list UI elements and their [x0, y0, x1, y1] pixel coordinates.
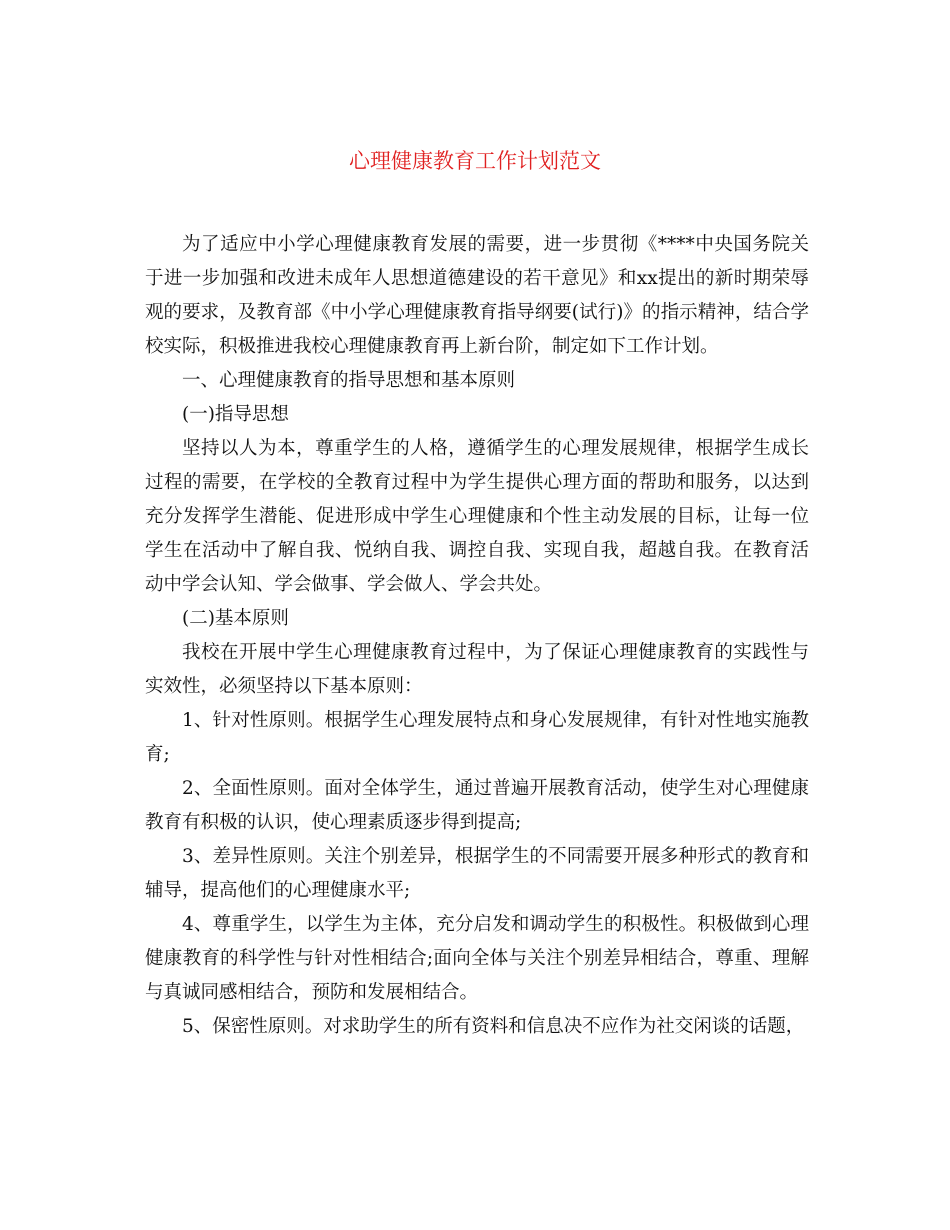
principle-item: 3、差异性原则。关注个别差异，根据学生的不同需要开展多种形式的教育和辅导，提高他们的心理健康水平; [145, 846, 809, 901]
intro-paragraph: 为了适应中小学心理健康教育发展的需要，进一步贯彻《****中央国务院关于进一步加强和改进未成年人思想道德建设的若干意见》和xx提出的新时期荣辱观的要求，及教育部《中小学心理健康教育指导纲要(试行)》的指示精神，结合学校实际，积极推进我校心理健康教育再上新台阶，制定如下工作计划。 [145, 234, 809, 357]
principle-item: 4、尊重学生，以学生为主体，充分启发和调动学生的积极性。积极做到心理健康教育的科学性与针对性相结合;面向全体与关注个别差异相结合，尊重、理解与真诚同感相结合，预防和发展相结合。 [145, 914, 809, 1003]
body-paragraph: 坚持以人为本，尊重学生的人格，遵循学生的心理发展规律，根据学生成长过程的需要，在学校的全教育过程中为学生提供心理方面的帮助和服务，以达到充分发挥学生潜能、促进形成中学生心理健康和个性主动发展的目标，让每一位学生在活动中了解自我、悦纳自我、调控自我、实现自我，超越自我。在教育活动中学会认知、学会做事、学会做人、学会共处。 [145, 438, 809, 595]
principle-item: 2、全面性原则。面对全体学生，通过普遍开展教育活动，使学生对心理健康教育有积极的认识，使心理素质逐步得到提高; [145, 778, 809, 833]
document-body [145, 228, 809, 1044]
principle-item: 1、针对性原则。根据学生心理发展特点和身心发展规律，有针对性地实施教育; [145, 710, 809, 765]
section-heading: 一、心理健康教育的指导思想和基本原则 [182, 370, 516, 391]
subsection-heading: (一)指导思想 [182, 404, 289, 425]
subsection-heading: (二)基本原则 [182, 608, 289, 629]
document-title: 心理健康教育工作计划范文 [349, 149, 601, 173]
principle-item: 5、保密性原则。对求助学生的所有资料和信息决不应作为社交闲谈的话题， [182, 1016, 805, 1037]
body-paragraph: 我校在开展中学生心理健康教育过程中，为了保证心理健康教育的实践性与实效性，必须坚持以下基本原则： [145, 642, 809, 697]
